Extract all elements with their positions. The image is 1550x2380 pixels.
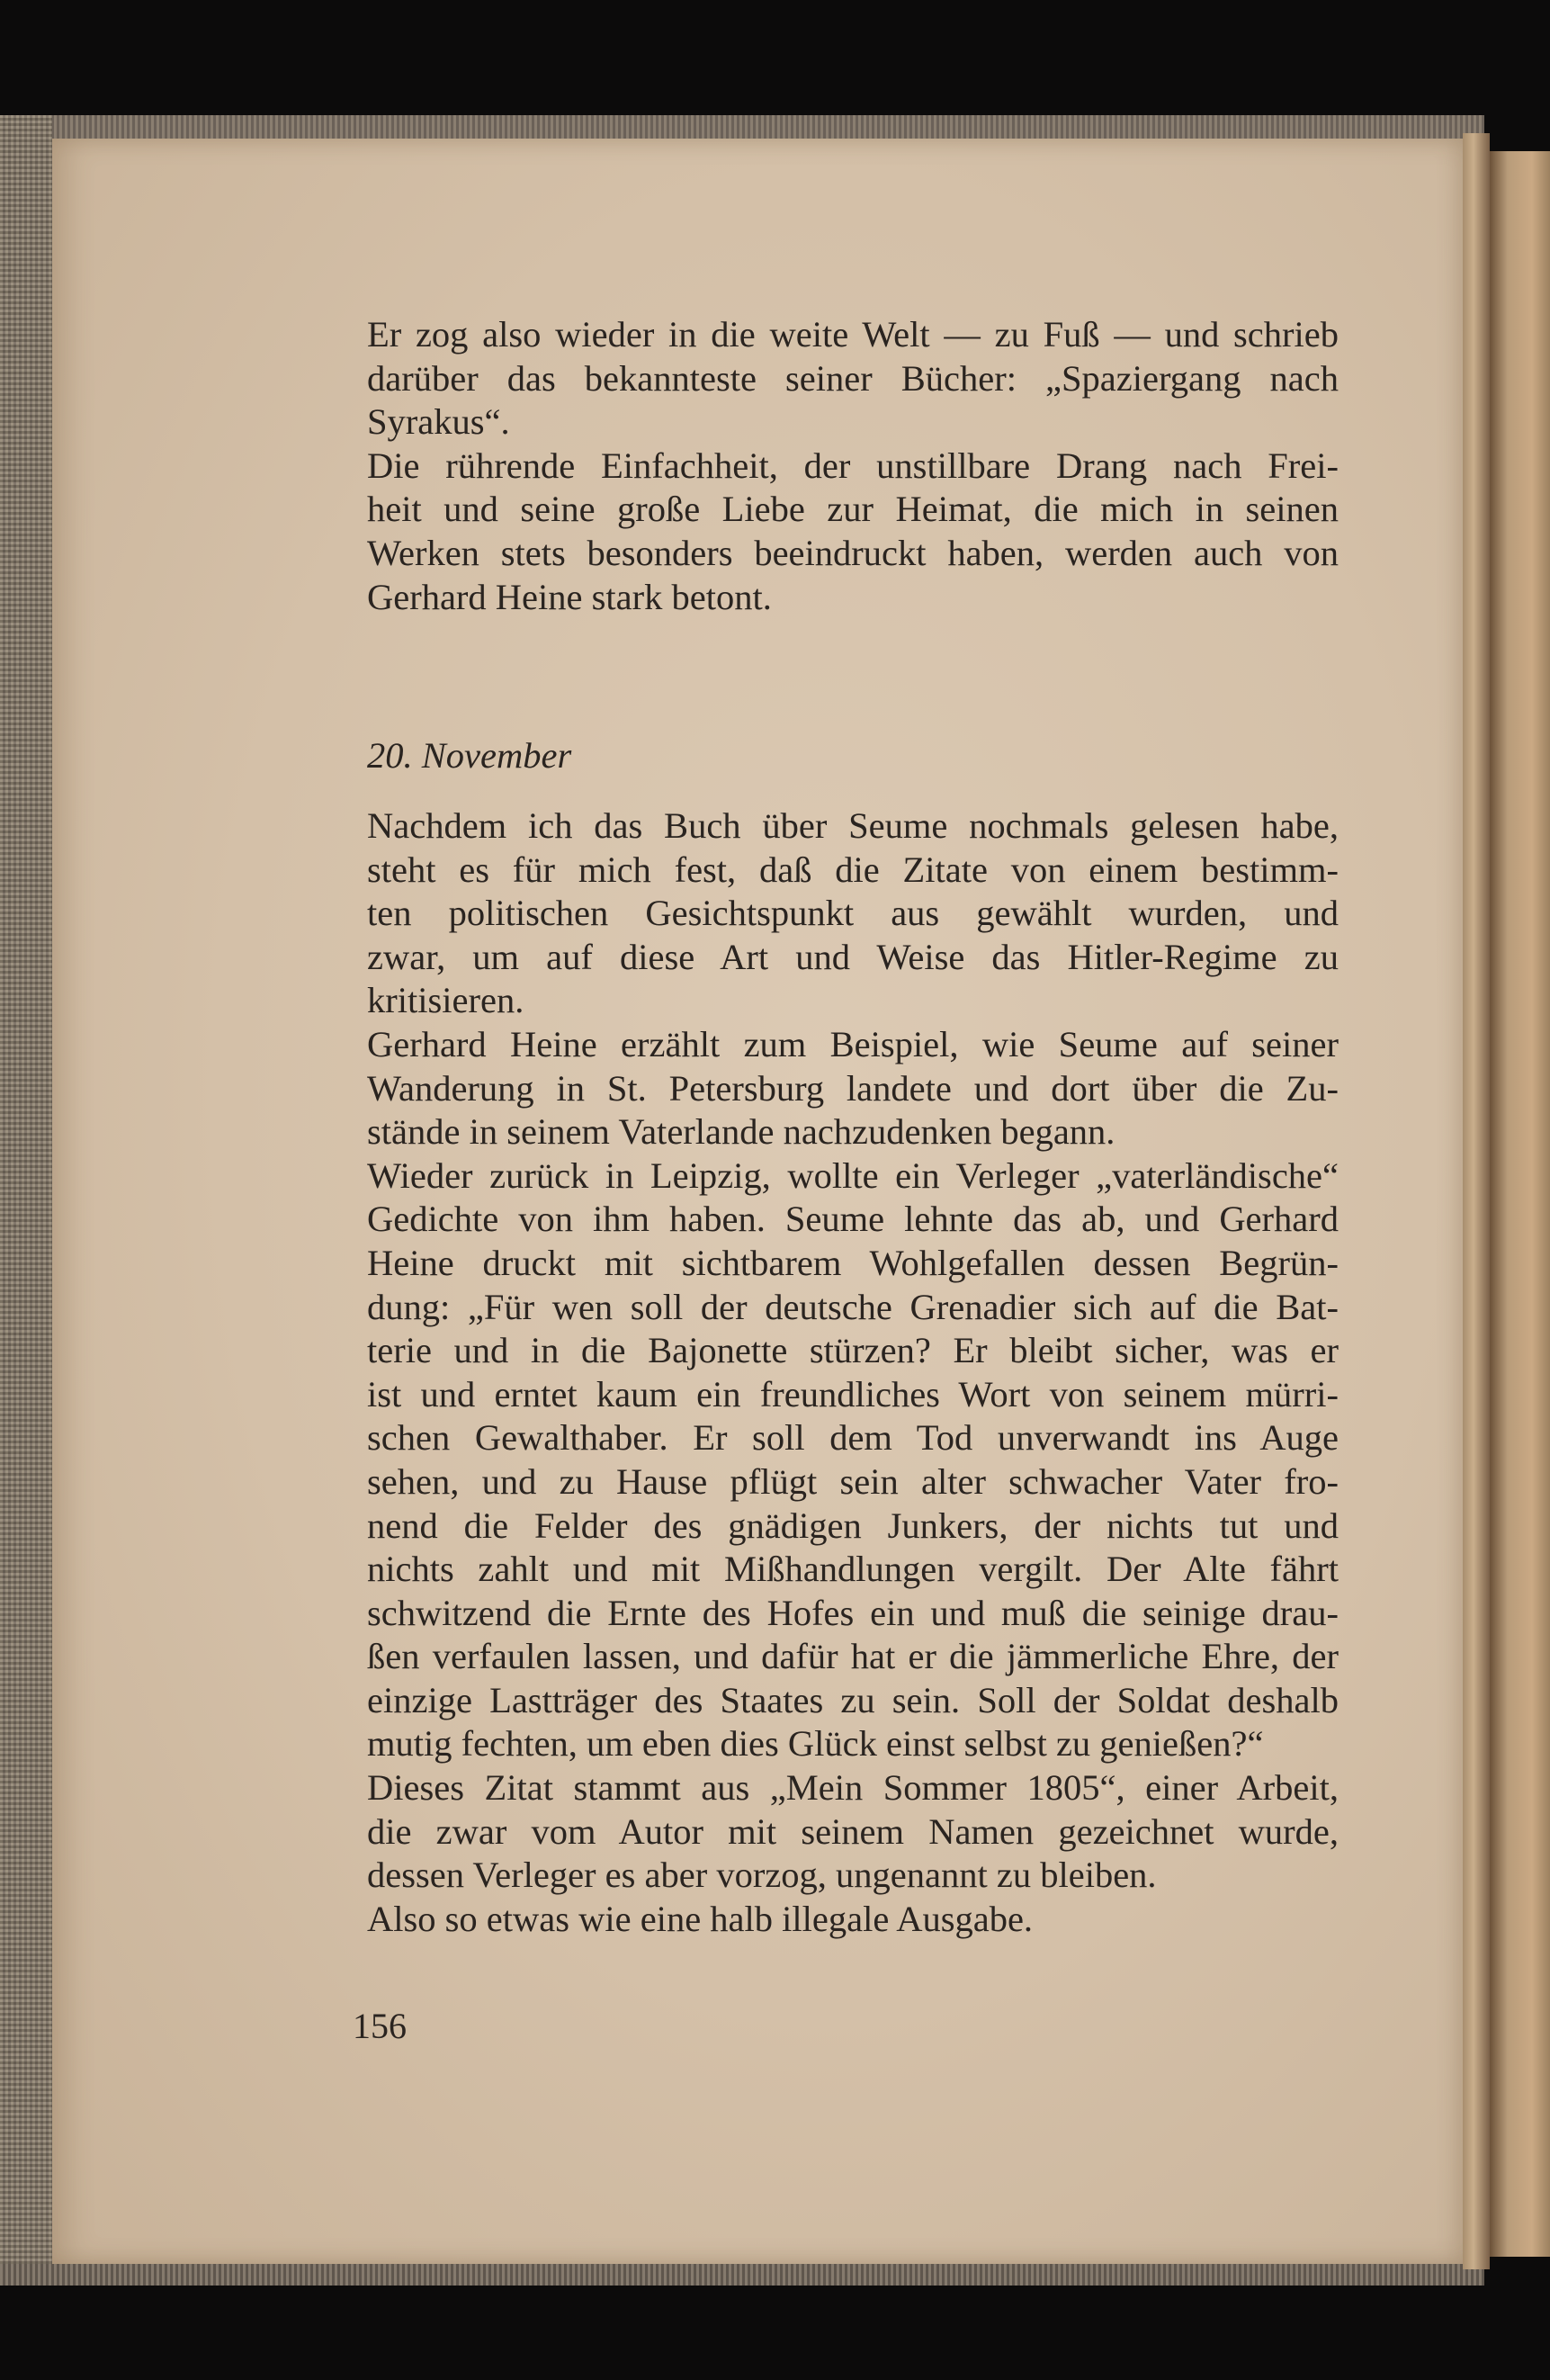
binding-cloth-left (0, 115, 52, 2286)
text-line: dessen Verleger es aber vorzog, ungenannt zu bleiben. (367, 1855, 1157, 1896)
text-line: ist und erntet kaum ein freundliches Wort von seinem mürri- (367, 1373, 1339, 1415)
text-line: Dieses Zitat stammt aus „Mein Sommer 1805“, einer Arbeit, (367, 1767, 1339, 1809)
text-line: zwar, um auf diese Art und Weise das Hitler-Regime zu (367, 936, 1339, 977)
text-line: darüber das bekannteste seiner Bücher: „Spaziergang nach (367, 357, 1339, 399)
text-line: nichts zahlt und mit Mißhandlungen vergilt. Der Alte fährt (367, 1549, 1339, 1590)
page-edge (1463, 133, 1490, 2269)
entry-date-heading: 20. November (367, 735, 572, 776)
text-line: einzige Lastträger des Staates zu sein. Soll der Soldat deshalb (367, 1679, 1339, 1720)
text-line: schwitzend die Ernte des Hofes ein und muß die seinige drau- (367, 1592, 1339, 1633)
text-line: die zwar vom Autor mit seinem Namen gezeichnet wurde, (367, 1810, 1339, 1852)
paragraph-5 (367, 1154, 1339, 1766)
page-text-top (367, 313, 1339, 619)
text-line: Gedichte von ihm haben. Seume lehnte das ab, und Gerhard (367, 1199, 1339, 1240)
text-line: kritisieren. (367, 980, 524, 1021)
text-line: Er zog also wieder in die weite Welt — zu Fuß — und schrieb (367, 314, 1339, 355)
text-line: Gerhard Heine erzählt zum Beispiel, wie Seume auf seiner (367, 1023, 1339, 1064)
text-line: ßen verfaulen lassen, und dafür hat er die jämmerliche Ehre, der (367, 1636, 1339, 1677)
text-line: steht es für mich fest, daß die Zitate von einem bestimm- (367, 849, 1339, 890)
page-number: 156 (353, 2006, 407, 2046)
paragraph-4 (367, 1023, 1339, 1154)
binding-cloth-bottom (0, 2264, 1484, 2286)
text-line: schen Gewalthaber. Er soll dem Tod unverwandt ins Auge (367, 1417, 1339, 1459)
paragraph-7 (367, 1898, 1339, 1942)
text-line: Die rührende Einfachheit, der unstillbare Drang nach Frei- (367, 445, 1339, 486)
paragraph-3 (367, 804, 1339, 1023)
text-line: terie und in die Bajonette stürzen? Er bleibt sicher, was er (367, 1330, 1339, 1371)
page-text-body (367, 804, 1339, 1941)
paragraph-1 (367, 313, 1339, 445)
text-line: Wieder zurück in Leipzig, wollte ein Verleger „vaterländische“ (367, 1154, 1339, 1196)
text-line: nend die Felder des gnädigen Junkers, der nichts tut und (367, 1504, 1339, 1546)
text-line: Gerhard Heine stark betont. (367, 576, 772, 617)
text-line: Also so etwas wie eine halb illegale Ausgabe. (367, 1898, 1034, 1939)
text-line: mutig fechten, um eben dies Glück einst selbst zu genießen?“ (367, 1723, 1264, 1765)
text-line: sehen, und zu Hause pflügt sein alter schwacher Vater fro- (367, 1460, 1339, 1502)
paragraph-6 (367, 1766, 1339, 1898)
text-line: Syrakus“. (367, 401, 510, 443)
text-line: dung: „Für wen soll der deutsche Grenadier sich auf die Bat- (367, 1286, 1339, 1327)
text-line: Heine druckt mit sichtbarem Wohlgefallen dessen Begrün- (367, 1242, 1339, 1283)
text-line: Nachdem ich das Buch über Seume nochmals gelesen habe, (367, 805, 1339, 846)
facing-page-edge (1490, 151, 1550, 2257)
text-line: Werken stets besonders beeindruckt haben, werden auch von (367, 532, 1339, 573)
text-line: Wanderung in St. Petersburg landete und dort über die Zu- (367, 1067, 1339, 1109)
paragraph-2 (367, 445, 1339, 619)
binding-cloth-top (0, 115, 1484, 139)
text-line: stände in seinem Vaterlande nachzudenken begann. (367, 1111, 1115, 1153)
text-line: heit und seine große Liebe zur Heimat, die mich in seinen (367, 489, 1339, 530)
text-line: ten politischen Gesichtspunkt aus gewählt wurden, und (367, 893, 1339, 934)
